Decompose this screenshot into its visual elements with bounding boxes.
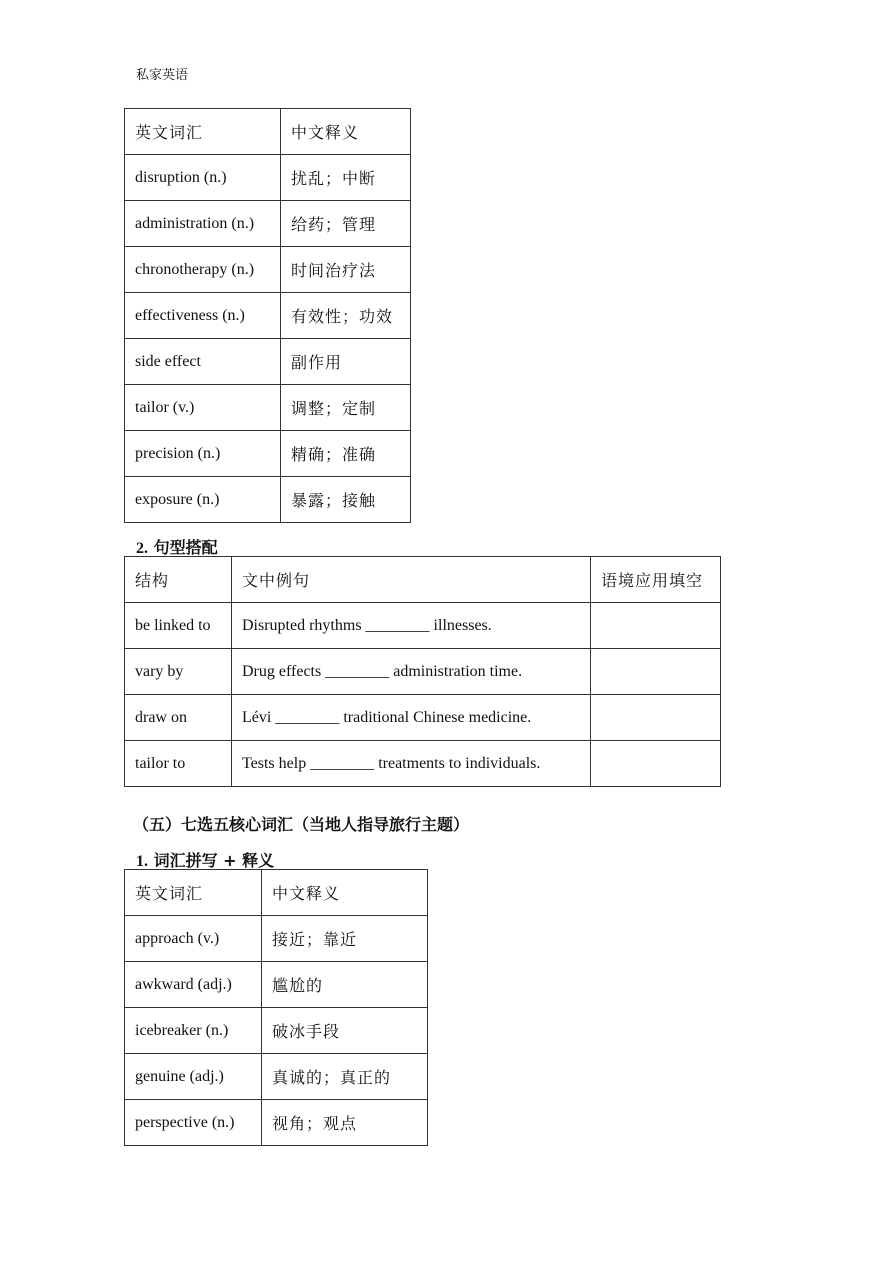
page-header: 私家英语 <box>136 68 189 83</box>
vocab-table-1 <box>124 108 411 523</box>
table-row <box>125 1054 428 1100</box>
fill-blank-cell[interactable] <box>591 695 721 741</box>
table-header-row <box>125 870 428 916</box>
header-cell: 结构 <box>125 557 232 603</box>
fill-blank-cell[interactable] <box>591 741 721 787</box>
table-row <box>125 916 428 962</box>
header-cell: 中文释义 <box>281 109 411 155</box>
structure-cell: draw on <box>125 695 232 741</box>
meaning-cell: 有效性；功效 <box>281 293 411 339</box>
header-cell: 英文词汇 <box>125 109 281 155</box>
sentence-pattern-table <box>124 556 721 787</box>
section-title: 句型搭配 <box>153 538 218 557</box>
header-cell: 中文释义 <box>262 870 428 916</box>
term-cell: perspective (n.) <box>125 1100 262 1146</box>
term-cell: approach (v.) <box>125 916 262 962</box>
section-title: 词汇拼写 + 释义 <box>153 851 275 870</box>
header-cell: 语境应用填空 <box>591 557 721 603</box>
section-heading <box>136 848 274 871</box>
table-row <box>125 962 428 1008</box>
term-cell: effectiveness (n.) <box>125 293 281 339</box>
table-row <box>125 695 721 741</box>
table-row <box>125 431 411 477</box>
section-heading <box>136 535 218 558</box>
term-cell: exposure (n.) <box>125 477 281 523</box>
table-row <box>125 201 411 247</box>
meaning-cell: 给药；管理 <box>281 201 411 247</box>
table-row <box>125 385 411 431</box>
fill-blank-cell[interactable] <box>591 603 721 649</box>
meaning-cell: 接近；靠近 <box>262 916 428 962</box>
meaning-cell: 尴尬的 <box>262 962 428 1008</box>
table-row <box>125 603 721 649</box>
table-row <box>125 1100 428 1146</box>
structure-cell: tailor to <box>125 741 232 787</box>
fill-blank-cell[interactable] <box>591 649 721 695</box>
meaning-cell: 视角；观点 <box>262 1100 428 1146</box>
table-row <box>125 477 411 523</box>
meaning-cell: 破冰手段 <box>262 1008 428 1054</box>
term-cell: side effect <box>125 339 281 385</box>
table-row <box>125 339 411 385</box>
section-number: 1. <box>136 853 148 870</box>
structure-cell: be linked to <box>125 603 232 649</box>
table-row <box>125 247 411 293</box>
term-cell: precision (n.) <box>125 431 281 477</box>
example-cell: Lévi ________ traditional Chinese medicine. <box>232 695 591 741</box>
section-heading: （五）七选五核心词汇（当地人指导旅行主题） <box>133 815 470 834</box>
section-number: 2. <box>136 540 148 557</box>
header-cell: 英文词汇 <box>125 870 262 916</box>
vocab-table-2 <box>124 869 428 1146</box>
structure-cell: vary by <box>125 649 232 695</box>
table-row <box>125 1008 428 1054</box>
example-cell: Drug effects ________ administration time. <box>232 649 591 695</box>
term-cell: awkward (adj.) <box>125 962 262 1008</box>
meaning-cell: 扰乱；中断 <box>281 155 411 201</box>
table-row <box>125 155 411 201</box>
term-cell: genuine (adj.) <box>125 1054 262 1100</box>
term-cell: disruption (n.) <box>125 155 281 201</box>
term-cell: administration (n.) <box>125 201 281 247</box>
table-row <box>125 649 721 695</box>
meaning-cell: 调整；定制 <box>281 385 411 431</box>
example-cell: Tests help ________ treatments to individuals. <box>232 741 591 787</box>
table-row <box>125 293 411 339</box>
meaning-cell: 时间治疗法 <box>281 247 411 293</box>
term-cell: icebreaker (n.) <box>125 1008 262 1054</box>
meaning-cell: 精确；准确 <box>281 431 411 477</box>
example-cell: Disrupted rhythms ________ illnesses. <box>232 603 591 649</box>
meaning-cell: 真诚的；真正的 <box>262 1054 428 1100</box>
table-header-row <box>125 109 411 155</box>
table-row <box>125 741 721 787</box>
header-cell: 文中例句 <box>232 557 591 603</box>
table-header-row <box>125 557 721 603</box>
meaning-cell: 副作用 <box>281 339 411 385</box>
meaning-cell: 暴露；接触 <box>281 477 411 523</box>
term-cell: chronotherapy (n.) <box>125 247 281 293</box>
term-cell: tailor (v.) <box>125 385 281 431</box>
